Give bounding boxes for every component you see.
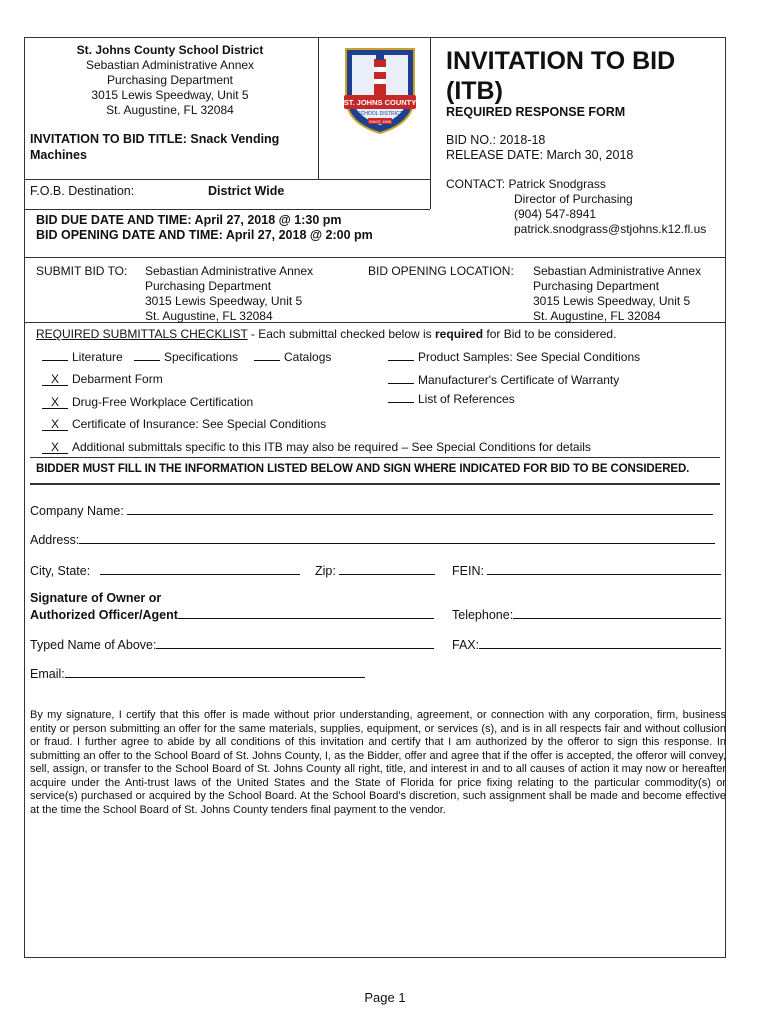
contact-title: Director of Purchasing	[514, 192, 633, 206]
opening-line: St. Augustine, FL 32084	[533, 309, 661, 323]
submit-line: 3015 Lewis Speedway, Unit 5	[145, 294, 303, 308]
contact-phone: (904) 547-8941	[514, 207, 597, 221]
checklist-heading	[36, 327, 616, 341]
check-catalogs[interactable]	[254, 349, 331, 364]
form-frame	[24, 37, 726, 958]
check-label: List of References	[418, 392, 515, 406]
logo-text-small: SINCE 1868	[368, 119, 392, 124]
city-address: St. Augustine, FL 32084	[106, 103, 234, 117]
check-mark: X	[42, 374, 68, 386]
opening-line: Sebastian Administrative Annex	[533, 264, 702, 278]
contact-email[interactable]: patrick.snodgrass@stjohns.k12.fl.us	[514, 222, 707, 236]
check-references[interactable]	[388, 391, 515, 406]
page-title	[446, 46, 675, 106]
check-insurance[interactable]	[42, 417, 326, 431]
check-label: Catalogs	[284, 350, 332, 364]
telephone-field[interactable]	[452, 606, 721, 622]
check-label: Drug-Free Workplace Certification	[72, 395, 254, 409]
check-label: Debarment Form	[72, 372, 163, 386]
checklist-title: REQUIRED SUBMITTALS CHECKLIST	[36, 327, 248, 341]
zip-field[interactable]	[315, 562, 435, 578]
due-date: BID DUE DATE AND TIME: April 27, 2018 @ 1:30 pm	[36, 213, 342, 227]
divider	[430, 37, 431, 209]
divider	[24, 257, 726, 258]
check-drug-free[interactable]	[42, 395, 253, 409]
bidder-notice: BIDDER MUST FILL IN THE INFORMATION LISTED BELOW AND SIGN WHERE INDICATED FOR BID TO BE CONSIDERED.	[36, 463, 690, 475]
check-label: Literature	[72, 350, 123, 364]
opening-date: BID OPENING DATE AND TIME: April 27, 2018 @ 2:00 pm	[36, 228, 373, 242]
check-label: Manufacturer's Certificate of Warranty	[418, 373, 620, 387]
logo-text-top: ST. JOHNS COUNTY	[343, 98, 417, 107]
release-date: RELEASE DATE: March 30, 2018	[446, 148, 634, 162]
fax-field[interactable]	[452, 636, 721, 652]
check-mark: X	[42, 397, 68, 409]
check-mark: X	[42, 419, 68, 431]
field-label: FEIN:	[452, 564, 484, 578]
district-logo	[340, 45, 420, 135]
opening-line: 3015 Lewis Speedway, Unit 5	[533, 294, 691, 308]
field-label: Address:	[30, 533, 80, 547]
title-line2: (ITB)	[446, 77, 503, 105]
opening-location-label: BID OPENING LOCATION:	[368, 264, 514, 278]
check-debarment[interactable]	[42, 372, 163, 386]
check-label: Specifications	[164, 350, 239, 364]
checklist-desc-end: for Bid to be considered.	[483, 327, 617, 341]
field-label: Zip:	[315, 564, 336, 578]
opening-line: Purchasing Department	[533, 279, 660, 293]
check-label: Certificate of Insurance: See Special Conditions	[72, 417, 327, 431]
check-product-samples[interactable]	[388, 349, 640, 364]
annex-name: Sebastian Administrative Annex	[85, 58, 255, 72]
divider	[24, 179, 430, 180]
page-number: Page 1	[364, 990, 406, 1005]
checklist-required: required	[435, 327, 484, 341]
email-field[interactable]	[30, 665, 365, 681]
certification-text: By my signature, I certify that this offer is made without prior understanding, agreement, or connection with any corporation, firm, business entity or person submitting an offer for the same materials, supplies, equipment, or services (s), and is in all respects fair and without collusion or fraud. I further agree to abide by all conditions of this invitation and certify that I am authorized by the offeror to sign this response. In submitting an offer to the School Board of St. Johns County, I, as the Bidder, offer and agree that if the offer is accepted, the offeror will convey, sell, assign, or transfer to the School Board of St. Johns County all right, title, and interest in and to all causes of action it may now or hereafter acquire under the Anti-trust laws of the United States and the State of Florida for price fixing relating to the particular commodity(s) or service(s) purchased or acquired by the School Board. At the School Board's discretion, such assignment shall be made and become effective at the time the School Board of St. Johns County tenders final payment to the vendor.	[30, 709, 726, 816]
field-label: City, State:	[30, 564, 91, 578]
divider	[30, 457, 720, 458]
check-literature[interactable]	[42, 349, 123, 364]
submit-line: Sebastian Administrative Annex	[145, 264, 314, 278]
divider	[24, 209, 430, 210]
contact-name: CONTACT: Patrick Snodgrass	[446, 177, 606, 191]
field-label: Authorized Officer/Agent	[30, 608, 178, 622]
typed-name-field[interactable]	[30, 636, 434, 652]
check-specifications[interactable]	[134, 349, 238, 364]
checklist-desc: - Each submittal checked below is	[247, 327, 436, 341]
check-label: Product Samples: See Special Conditions	[418, 350, 641, 364]
bid-info	[446, 133, 633, 163]
street-address: 3015 Lewis Speedway, Unit 5	[91, 88, 249, 102]
bid-dates	[36, 213, 373, 243]
district-name: St. Johns County School District	[76, 43, 264, 57]
field-label: Telephone:	[452, 608, 514, 622]
itb-title	[30, 131, 320, 163]
field-label: Typed Name of Above:	[30, 638, 157, 652]
fob-label: F.O.B. Destination:	[30, 184, 135, 198]
field-label: Company Name:	[30, 504, 124, 518]
check-additional[interactable]	[42, 440, 591, 454]
field-label: Email:	[30, 667, 65, 681]
company-name-field[interactable]	[30, 502, 713, 518]
check-label: Additional submittals specific to this ITB may also be required – See Special Conditions for details	[72, 440, 591, 454]
fob-value: District Wide	[208, 184, 285, 198]
district-address	[30, 43, 310, 118]
form-subtitle: REQUIRED RESPONSE FORM	[446, 105, 626, 119]
submit-line: Purchasing Department	[145, 279, 272, 293]
bid-number: BID NO.: 2018-18	[446, 133, 546, 147]
divider	[30, 483, 720, 485]
fein-field[interactable]	[452, 562, 721, 578]
submit-label: SUBMIT BID TO:	[36, 264, 128, 278]
logo-text-mid: SCHOOL DISTRICT	[357, 111, 403, 117]
signature-field[interactable]	[30, 591, 434, 623]
itb-title-line2: Machines	[30, 148, 87, 162]
city-state-field[interactable]	[30, 562, 300, 578]
dept-name: Purchasing Department	[106, 73, 234, 87]
check-mark: X	[42, 442, 68, 454]
submit-address	[145, 264, 313, 324]
contact-block	[446, 177, 706, 237]
opening-location-address	[533, 264, 701, 324]
submit-line: St. Augustine, FL 32084	[145, 309, 273, 323]
itb-title-line1: INVITATION TO BID TITLE: Snack Vending	[30, 132, 280, 146]
field-label: Signature of Owner or	[30, 591, 162, 605]
field-label: FAX:	[452, 638, 480, 652]
title-line1: INVITATION TO BID	[446, 47, 676, 75]
address-field[interactable]	[30, 531, 715, 547]
check-manufacturer[interactable]	[388, 372, 619, 387]
